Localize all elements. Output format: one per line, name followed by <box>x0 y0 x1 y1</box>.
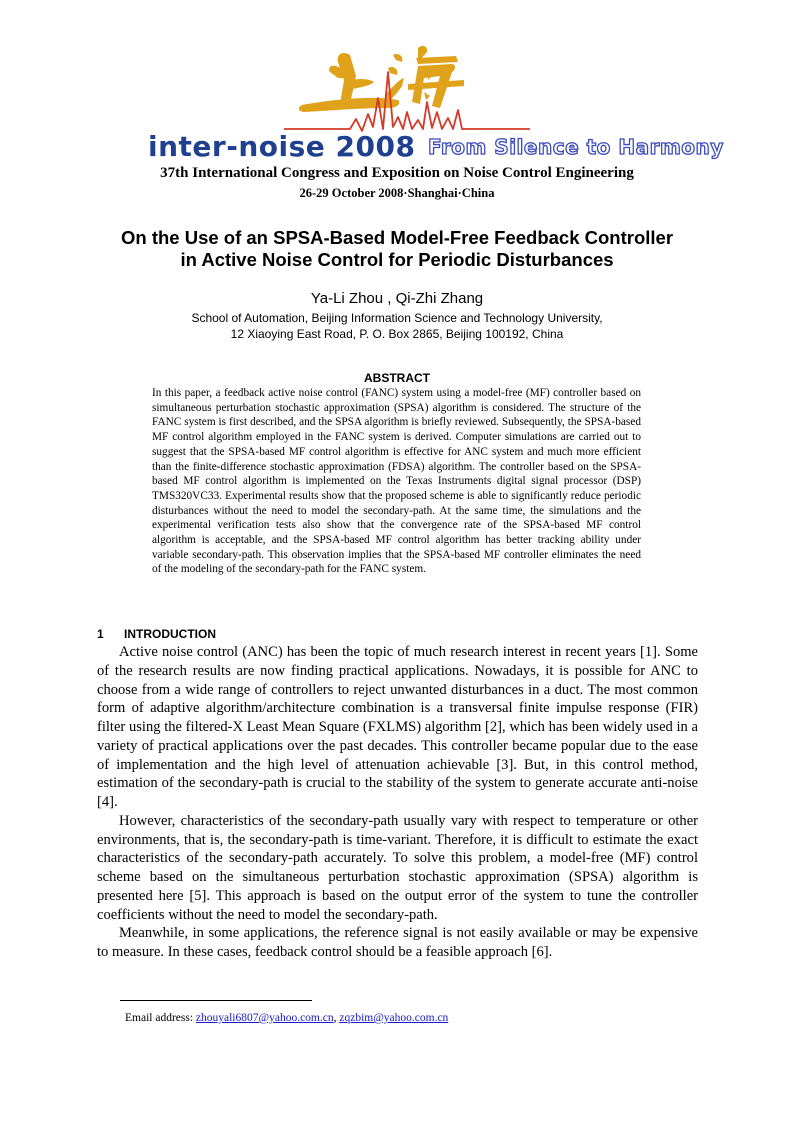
hai-character-icon <box>385 46 464 108</box>
section-heading <box>97 627 216 641</box>
paper-title <box>0 227 794 271</box>
affiliation-line: 12 Xiaoying East Road, P. O. Box 2865, Beijing 100192, China <box>230 327 564 341</box>
email-link-zhou[interactable]: zhouyali6807@yahoo.com.cn <box>195 1012 334 1024</box>
footnote <box>125 1012 448 1024</box>
author-affiliation <box>0 310 794 342</box>
affiliation-line: School of Automation, Beijing Information Science and Technology University, <box>191 311 603 325</box>
paper-title-line: On the Use of an SPSA-Based Model-Free Feedback Controller <box>120 227 674 248</box>
inter-noise-wordmark: inter-noise 2008 <box>148 130 416 163</box>
body-paragraph: Meanwhile, in some applications, the reference signal is not easily available or may be expensive to measure. In these cases, feedback control should be a feasible approach [6]. <box>97 925 698 960</box>
section-title: INTRODUCTION <box>124 627 216 641</box>
abstract-text: In this paper, a feedback active noise control (FANC) system using a model-free (MF) controller based on simultaneous perturbation stochastic approximation (SPSA) algorithm is considered. The structure of the FANC system is first described, and the SPSA algorithm is briefly reviewed. Subsequently, the SPSA-based MF control algorithm employed in the FANC system is derived. Computer simulations are carried out to suggest that the SPSA-based MF control algorithm is effective for ANC system and much more efficient than the finite-difference stochastic approximation (FDSA) algorithm. The controller based on the SPSA-based MF control algorithm is implemented on the Texas Instruments digital signal processor (DSP) TMS320VC33. Experimental results show that the proposed scheme is able to significantly reduce periodic disturbances without the need to model the secondary-path. At the same time, the simulations and the experimental verification tests also show that the convergence rate of the SPSA-based MF control algorithm is acceptable, and the SPSA-based MF control algorithm has better tracking ability under variable secondary-path. This observation implies that the SPSA-based MF controller eliminates the need of the modeling of the secondary-path for the FANC system. <box>152 387 641 576</box>
footnote-divider <box>120 1000 312 1001</box>
paper-authors: Ya-Li Zhou , Qi-Zhi Zhang <box>310 290 484 307</box>
section-body <box>97 643 698 962</box>
footnote-label: Email address: <box>125 1012 196 1024</box>
conference-logo <box>0 0 794 165</box>
email-link-zhang[interactable]: zqzbim@yahoo.com.cn <box>339 1012 449 1024</box>
conference-title: 37th International Congress and Exposition on Noise Control Engineering <box>160 165 634 181</box>
sound-pulse-line <box>284 72 530 131</box>
conference-motto: From Silence to Harmony <box>428 135 724 159</box>
section-number: 1 <box>97 627 104 641</box>
paper-title-line: in Active Noise Control for Periodic Disturbances <box>180 249 614 270</box>
conference-date-location: 26-29 October 2008·Shanghai·China <box>299 186 495 200</box>
body-paragraph: However, characteristics of the secondary-path usually vary with respect to temperature or other environments, that is, the secondary-path is time-variant. Therefore, it is difficult to estimate the exact characteristics of the secondary-path accurately. To solve this problem, a model-free (MF) control scheme based on the simultaneous perturbation stochastic approximation (SPSA) algorithm is presented here [5]. This approach is based on the output error of the system to tune the controller coefficients without the need to model the secondary-path. <box>97 812 698 923</box>
shang-character-icon <box>299 53 399 112</box>
abstract-heading: ABSTRACT <box>364 371 430 385</box>
body-paragraph: Active noise control (ANC) has been the topic of much research interest in recent years [1]. Some of the research results are now finding practical applications. Nowadays, it is possible for ANC to choose from a wide range of controllers to reject unwanted disturbances in a duct. The most common form of adaptive algorithm/architecture combination is a transversal finite impulse response (FIR) filter using the filtered-X Least Mean Square (FXLMS) algorithm [2], which has been widely used in a variety of practical applications over the past decades. This controller became popular due to the ease of implementation and the high level of attenuation achievable [3]. But, in this control method, estimation of the secondary-path is crucial to the stability of the system to generate accurate anti-noise [4]. <box>97 644 698 810</box>
footnote-separator: , <box>333 1012 340 1024</box>
